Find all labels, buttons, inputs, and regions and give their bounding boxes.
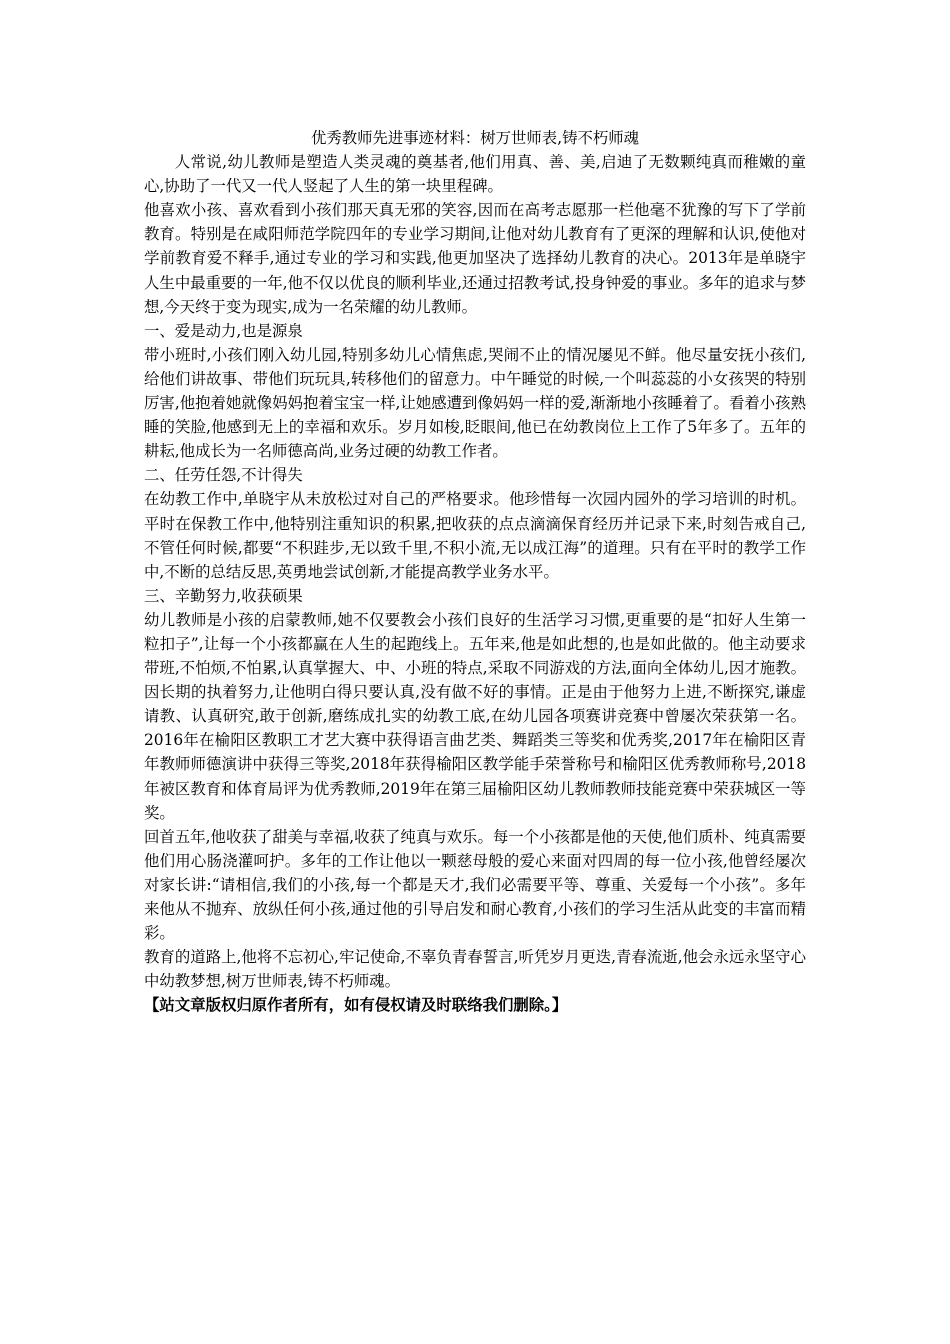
- document-title: 优秀教师先进事迹材料：树万世师表,铸不朽师魂: [310, 129, 640, 147]
- reflection-paragraph: 回首五年,他收获了甜美与幸福,收获了纯真与欢乐。每一个小孩都是他的天使,他们质朴、纯真需要他们用心肠浇灌呵护。多年的工作让他以一颗慈母般的爱心来面对四周的每一位小孩,他曾经屡次对家长讲:“请相信,我们的小孩,每一个都是天才,我们必需要平等、尊重、关爱每一个小孩”。多年来他从不抛弃、放纵任何小孩,通过他的引导启发和耐心教育,小孩们的学习生活从此变的丰富而精彩。: [144, 827, 806, 943]
- section-heading-achievements: 三、辛勤努力,收获硕果: [144, 586, 303, 605]
- section-heading-love: 一、爱是动力,也是源泉: [144, 321, 303, 340]
- background-paragraph: 他喜欢小孩、喜欢看到小孩们那天真无邪的笑容,因而在高考志愿那一栏他毫不犹豫的写下了学前教育。特别是在咸阳师范学院四年的专业学习期间,让他对幼儿教育有了更深的理解和认识,使他对学前教育爱不释手,通过专业的学习和实践,他更加坚决了选择幼儿教育的决心。2013年是单晓宇人生中最重要的一年,他不仅以优良的顺利毕业,还通过招教考试,投身钟爱的事业。多年的追求与梦想,今天终于变为现实,成为一名荣耀的幼儿教师。: [144, 201, 806, 316]
- intro-paragraph: 人常说,幼儿教师是塑造人类灵魂的奠基者,他们用真、善、美,启迪了无数颗纯真而稚嫩的童心,协助了一代又一代人竖起了人生的第一块里程碑。: [144, 153, 806, 196]
- section-body-love: 带小班时,小孩们刚入幼儿园,特别多幼儿心情焦虑,哭闹不止的情况屡见不鲜。他尽量安抚小孩们,给他们讲故事、带他们玩玩具,转移他们的留意力。中午睡觉的时候,一个叫蕊蕊的小女孩哭的特别厉害,他抱着她就像妈妈抱着宝宝一样,让她感遭到像妈妈一样的爱,渐渐地小孩睡着了。看着小孩熟睡的笑脸,他感到无上的幸福和欢乐。岁月如梭,眨眼间,他已在幼教岗位上工作了5年多了。五年的耕耘,他成长为一名师德高尚,业务过硬的幼教工作者。: [144, 345, 806, 461]
- conclusion-paragraph: 教育的道路上,他将不忘初心,牢记使命,不辜负青春誓言,听凭岁月更迭,青春流逝,他会永远永坚守心中幼教梦想,树万世师表,铸不朽师魂。: [144, 948, 806, 991]
- document-page: [144, 126, 806, 1017]
- section-body-achievements: 幼儿教师是小孩的启蒙教师,她不仅要教会小孩们良好的生活学习习惯,更重要的是“扣好人生第一粒扣子”,让每一个小孩都赢在人生的起跑线上。五年来,他是如此想的,也是如此做的。他主动要求带班,不怕烦,不怕累,认真掌握大、中、小班的特点,采取不同游戏的方法,面向全体幼儿,因才施教。因长期的执着努力,让他明白得只要认真,没有做不好的事情。正是由于他努力上进,不断探究,谦虚请教、认真研究,敢于创新,磨练成扎实的幼教工底,在幼儿园各项赛讲竞赛中曾屡次荣获第一名。2016年在榆阳区教职工才艺大赛中获得语言曲艺类、舞蹈类三等奖和优秀奖,2017年在榆阳区青年教师师德演讲中获得三等奖,2018年获得榆阳区教学能手荣誉称号和榆阳区优秀教师称号,2018年被区教育和体育局评为优秀教师,2019年在第三届榆阳区幼儿教师教师技能竞赛中荣获城区一等奖。: [144, 610, 806, 822]
- section-heading-diligence: 二、任劳任怨,不计得失: [144, 466, 303, 485]
- copyright-notice: 【站文章版权归原作者所有，如有侵权请及时联络我们删除。】: [144, 996, 568, 1015]
- section-body-diligence: 在幼教工作中,单晓宇从未放松过对自己的严格要求。他珍惜每一次园内园外的学习培训的时机。平时在保教工作中,他特别注重知识的积累,把收获的点点滴滴保育经历并记录下来,时刻告戒自己,不管任何时候,都要“不积跬步,无以致千里,不积小流,无以成江海”的道理。只有在平时的教学工作中,不断的总结反思,英勇地尝试创新,才能提高教学业务水平。: [144, 490, 806, 581]
